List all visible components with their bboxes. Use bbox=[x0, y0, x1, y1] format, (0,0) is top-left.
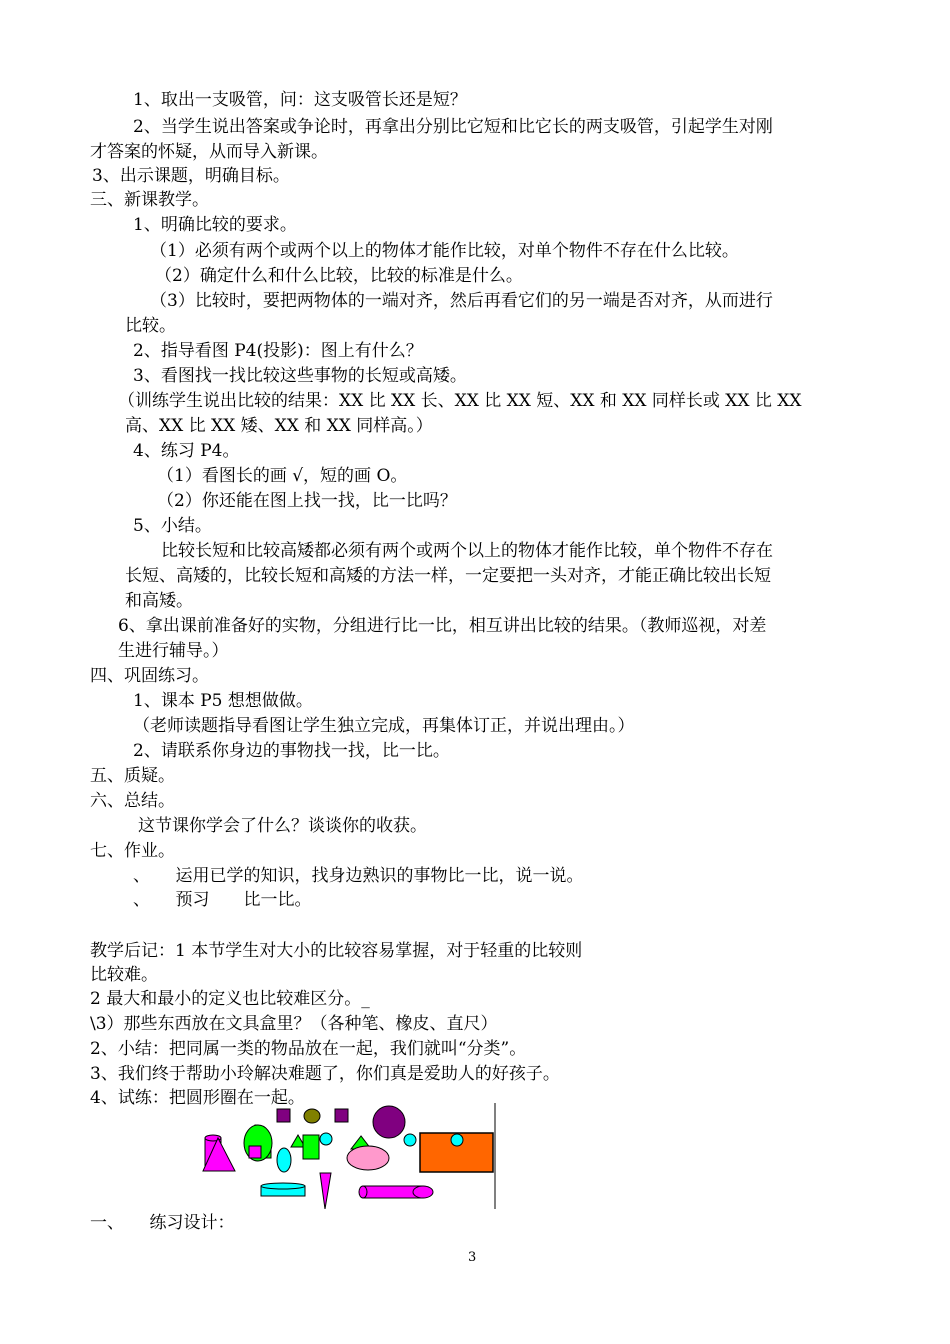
section-heading: 六、总结。 bbox=[90, 791, 175, 811]
text-line: 3、我们终于帮助小玲解决难题了，你们真是爱助人的好孩子。 bbox=[90, 1064, 560, 1084]
circle-shape bbox=[451, 1134, 463, 1146]
shapes-figure bbox=[195, 1103, 500, 1209]
text-line: 5、小结。 bbox=[133, 516, 212, 536]
text-line: 3、看图找一找比较这些事物的长短或高矮。 bbox=[133, 366, 467, 386]
text-line: （1）看图长的画 √，短的画 O。 bbox=[157, 466, 408, 486]
text-line: （2）确定什么和什么比较，比较的标准是什么。 bbox=[155, 266, 523, 286]
text-line: \3）那些东西放在文具盒里？（各种笔、橡皮、直尺） bbox=[90, 1014, 498, 1034]
text-line: 2、小结：把同属一类的物品放在一起，我们就叫“分类”。 bbox=[90, 1039, 527, 1059]
page-number: 3 bbox=[468, 1250, 477, 1265]
cylinder-shape bbox=[359, 1186, 433, 1198]
text-line: 比较难。 bbox=[90, 965, 158, 985]
text-line: 和高矮。 bbox=[125, 591, 193, 611]
text-line: 4、试练：把圆形圈在一起。 bbox=[90, 1088, 305, 1108]
square-shape bbox=[277, 1109, 290, 1122]
text-line: 2、请联系你身边的事物找一找，比一比。 bbox=[133, 741, 450, 761]
text-line: 1、课本 P5 想想做做。 bbox=[133, 691, 313, 711]
text-line: 3、出示课题，明确目标。 bbox=[92, 166, 290, 186]
ellipse-shape bbox=[277, 1148, 291, 1172]
text-line: 、 运用已学的知识，找身边熟识的事物比一比，说一说。 bbox=[133, 866, 584, 886]
text-line: 2、指导看图 P4(投影)：图上有什么？ bbox=[133, 341, 423, 361]
text-line: 长短、高矮的，比较长短和高矮的方法一样，一定要把一头对齐，才能正确比较出长短 bbox=[125, 566, 771, 586]
text-line: 才答案的怀疑，从而导入新课。 bbox=[90, 142, 328, 162]
text-line: （训练学生说出比较的结果：XX 比 XX 长、XX 比 XX 短、XX 和 XX 同样长或 XX 比 XX bbox=[118, 391, 802, 411]
text-line: 比较长短和比较高矮都必须有两个或两个以上的物体才能作比较，单个物件不存在 bbox=[161, 541, 773, 561]
text-line: （2）你还能在图上找一找，比一比吗？ bbox=[157, 491, 457, 511]
section-heading: 一、 练习设计： bbox=[90, 1213, 235, 1233]
text-line: 1、取出一支吸管，问：这支吸管长还是短？ bbox=[133, 90, 467, 110]
text-line: 1、明确比较的要求。 bbox=[133, 215, 297, 235]
section-heading: 四、巩固练习。 bbox=[90, 666, 209, 686]
text-line: 这节课你学会了什么？谈谈你的收获。 bbox=[138, 816, 427, 836]
text-line: （3）比较时，要把两物体的一端对齐，然后再看它们的另一端是否对齐，从而进行 bbox=[150, 291, 773, 311]
circle-shape bbox=[304, 1109, 320, 1123]
text-line: 比较。 bbox=[125, 316, 176, 336]
section-heading: 五、质疑。 bbox=[90, 766, 175, 786]
text-line: （1）必须有两个或两个以上的物体才能作比较，对单个物件不存在什么比较。 bbox=[150, 241, 739, 261]
square-shape bbox=[249, 1146, 261, 1158]
text-line: 2、当学生说出答案或争论时，再拿出分别比它短和比它长的两支吸管，引起学生对刚 bbox=[133, 117, 773, 137]
cone-shape bbox=[320, 1173, 331, 1209]
square-shape bbox=[335, 1109, 348, 1122]
circle-shape bbox=[320, 1133, 332, 1145]
circle-shape bbox=[373, 1106, 405, 1138]
ellipse-shape bbox=[347, 1146, 389, 1170]
text-line: 生进行辅导。） bbox=[118, 641, 229, 661]
text-line: 、 预习 比一比。 bbox=[133, 890, 312, 910]
text-line: 4、练习 P4。 bbox=[133, 441, 240, 461]
circle-shape bbox=[404, 1134, 416, 1146]
cylinder-shape bbox=[261, 1183, 305, 1196]
section-heading: 七、作业。 bbox=[90, 841, 175, 861]
text-line: 高、XX 比 XX 矮、XX 和 XX 同样高。） bbox=[125, 416, 433, 436]
square-shape bbox=[303, 1135, 319, 1159]
text-line: 2 最大和最小的定义也比较难区分。_ bbox=[90, 989, 370, 1009]
text-line: 6、拿出课前准备好的实物，分组进行比一比，相互讲出比较的结果。（教师巡视，对差 bbox=[118, 616, 767, 636]
text-line: 教学后记：1 本节学生对大小的比较容易掌握，对于轻重的比较则 bbox=[90, 941, 583, 961]
section-heading: 三、新课教学。 bbox=[90, 190, 209, 210]
text-line: （老师读题指导看图让学生独立完成，再集体订正，并说出理由。） bbox=[133, 716, 635, 736]
